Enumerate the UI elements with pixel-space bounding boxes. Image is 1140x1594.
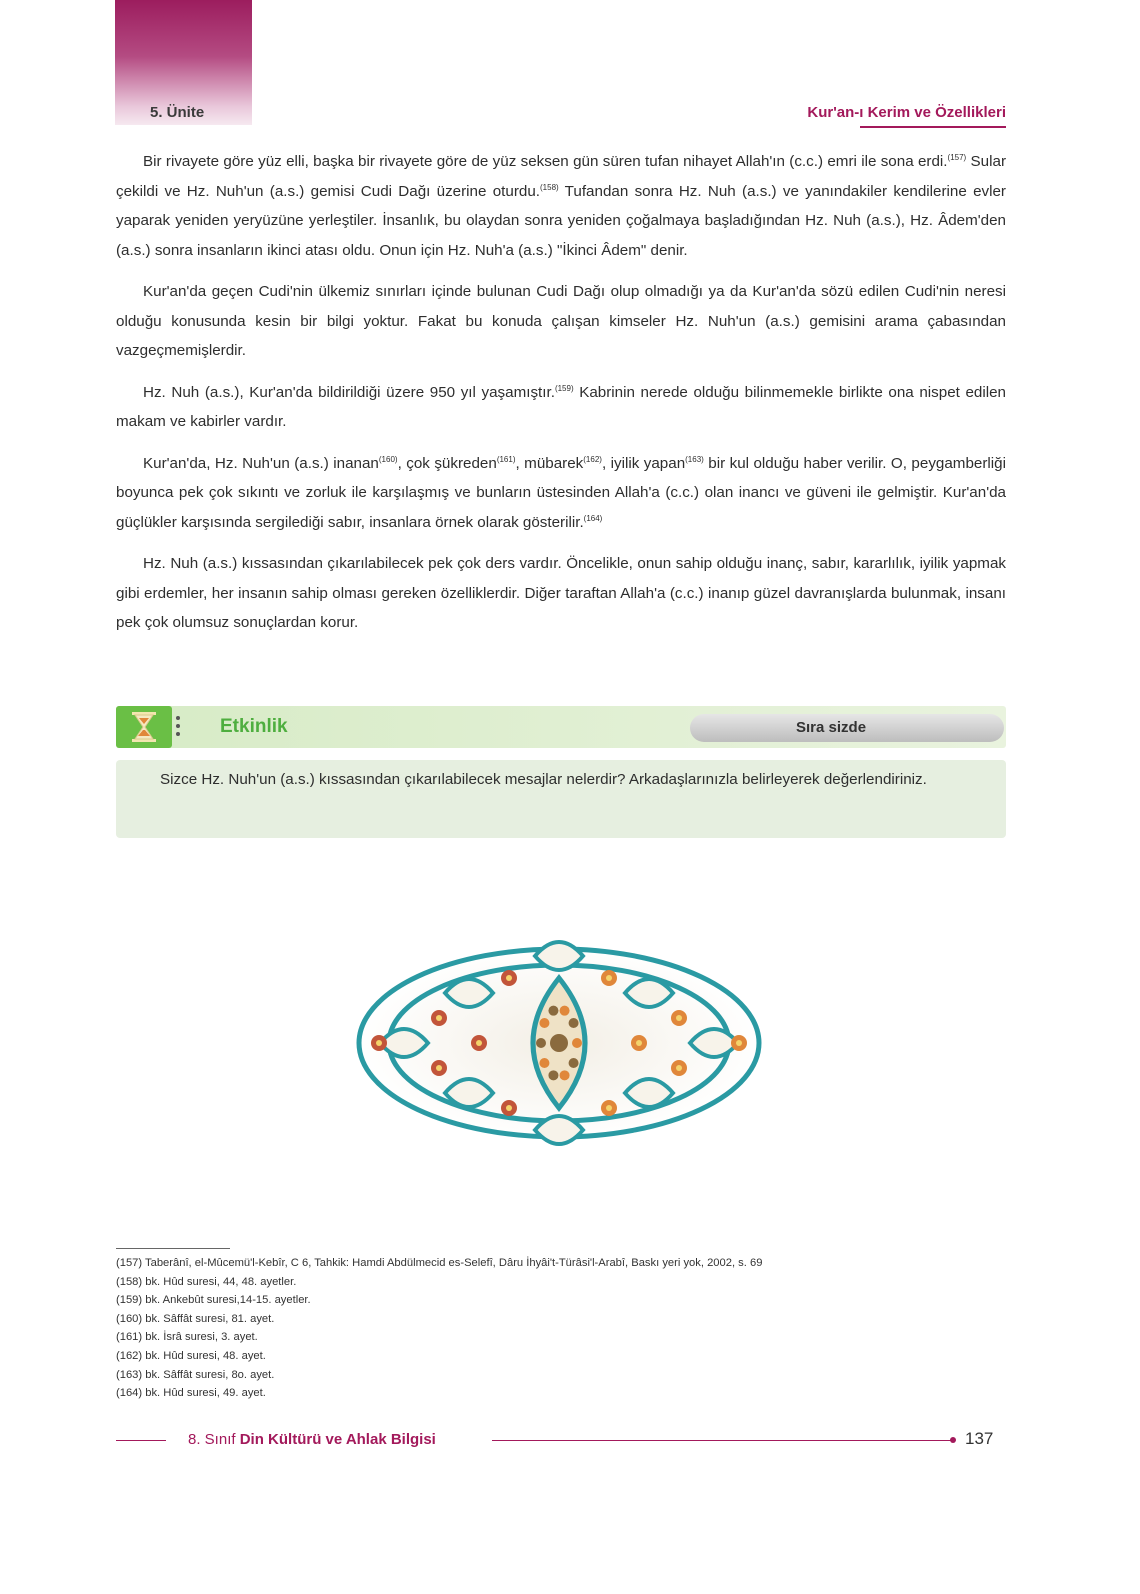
center-motif bbox=[548, 1070, 558, 1080]
paragraph bbox=[116, 147, 1006, 265]
ornament-illustration bbox=[349, 938, 769, 1148]
center-medallion bbox=[550, 1034, 568, 1052]
center-motif bbox=[548, 1006, 558, 1016]
ornament-flower-center bbox=[676, 1015, 682, 1021]
paragraph bbox=[116, 378, 1006, 437]
footnote-item: (162) bk. Hûd suresi, 48. ayet. bbox=[116, 1349, 266, 1362]
center-motif bbox=[539, 1058, 549, 1068]
footnote-ref[interactable]: (158) bbox=[540, 182, 559, 192]
activity-title: Etkinlik bbox=[220, 716, 288, 737]
paragraph-text: Hz. Nuh (a.s.), Kur'an'da bildirildiği üzere 950 yıl yaşamıştır. bbox=[143, 383, 555, 401]
ornament-flower-center bbox=[606, 975, 612, 981]
center-motif bbox=[536, 1038, 546, 1048]
paragraph-text: Kur'an'da geçen Cudi'nin ülkemiz sınırları içinde bulunan Cudi Dağı olup olmadığı ya da Kur'an'da sözü edilen Cudi'nin neresi olduğu konusunda kesin bir bilgi yoktur. Fakat bu konuda çalışan kimseler Hz. Nuh'un (a.s.) gemisini arama çabasından vazgeçmemişlerdir. bbox=[116, 283, 1006, 359]
dots-icon bbox=[174, 714, 182, 740]
footer-subject: Din Kültürü ve Ahlak Bilgisi bbox=[239, 1431, 436, 1448]
footnotes-list bbox=[116, 1254, 1006, 1403]
chapter-title: Kur'an-ı Kerim ve Özellikleri bbox=[807, 104, 1006, 121]
footnote-rule bbox=[116, 1248, 230, 1249]
ornament-flower-center bbox=[436, 1015, 442, 1021]
footer-dot bbox=[950, 1437, 956, 1443]
paragraph-text: , mübarek bbox=[515, 454, 584, 472]
footnote-item: (158) bk. Hûd suresi, 44, 48. ayetler. bbox=[116, 1275, 297, 1288]
paragraph-text: Kabrinin nerede olduğu bilinmemekle birlikte ona nispet edilen makam ve kabirler vardır. bbox=[116, 383, 1007, 430]
activity-box bbox=[116, 760, 1006, 838]
paragraph-text: bir kul olduğu haber verilir. O, peygamberliği boyunca pek çok sıkıntı ve zorluk ile karşılaşmış ve bunların üstesinden Allah'a (c.c.) olan inancı ve güveni ile gelmiştir. Kur'an'da güçlükler karşısında sergilediği sabır, insanlara örnek olarak gösterilir. bbox=[116, 454, 1006, 531]
footnote-ref[interactable]: (161) bbox=[496, 454, 516, 464]
center-motif bbox=[560, 1006, 570, 1016]
center-motif bbox=[539, 1018, 549, 1028]
activity-text: Sizce Hz. Nuh'un (a.s.) kıssasından çıkarılabilecek mesajlar nelerdir? Arkadaşlarınızla belirleyerek değerlendiriniz. bbox=[160, 771, 927, 788]
paragraph-text: Hz. Nuh (a.s.) kıssasından çıkarılabilecek pek çok ders vardır. Öncelikle, onun sahip olduğu inanç, sabır, kararlılık, iyilik yapmak gibi erdemler, her insanın sahip olması gereken özelliklerdir. Diğer taraftan Allah'a (c.c.) inanıp güzel davranışlarda bulunmak, insanı pek çok olumsuz sonuçlardan korur. bbox=[116, 555, 1006, 631]
center-motif bbox=[560, 1070, 570, 1080]
footnote-ref[interactable]: (157) bbox=[947, 153, 967, 162]
footnote-ref[interactable]: (163) bbox=[685, 454, 704, 464]
ornament-flower-center bbox=[436, 1065, 442, 1071]
paragraph bbox=[116, 449, 1006, 538]
paragraph-text: Tufandan sonra Hz. Nuh (a.s.) ve yanındakiler kendilerine evler yaparak yeniden yeryüzüne yerleştiler. İnsanlık, bu olaydan sonra yeniden çoğalmaya başladığından Hz. Nuh (a.s.), Hz. Âdem'den (a.s.) sonra insanların ikinci atası oldu. Onun için Hz. Nuh'a (a.s.) "İkinci Âdem" denir. bbox=[116, 182, 1006, 259]
center-motif bbox=[572, 1038, 582, 1048]
footnote-ref[interactable]: (160) bbox=[378, 454, 398, 464]
body-text bbox=[116, 147, 1006, 650]
paragraph bbox=[116, 549, 1006, 638]
ornament-flower-center bbox=[506, 1105, 512, 1111]
center-motif bbox=[569, 1058, 579, 1068]
ornament-flower-center bbox=[476, 1040, 482, 1046]
footnote-item: (157) Taberânî, el-Mûcemü'l-Kebîr, C 6, Tahkik: Hamdi Abdülmecid es-Selefî, Dâru İhyâi't-Türâsi'l-Arabî, Baskı yeri yok, 2002, s. 69 bbox=[116, 1257, 763, 1269]
footnote-ref[interactable]: (162) bbox=[583, 454, 602, 464]
page-number: 137 bbox=[965, 1429, 994, 1448]
footnote-item: (164) bk. Hûd suresi, 49. ayet. bbox=[116, 1387, 266, 1400]
ornament-flower-center bbox=[376, 1040, 382, 1046]
footnote-ref[interactable]: (164) bbox=[583, 513, 603, 523]
center-motif bbox=[569, 1018, 579, 1028]
footnote-item: (161) bk. İsrâ suresi, 3. ayet. bbox=[116, 1331, 258, 1344]
paragraph-text: , iyilik yapan bbox=[601, 454, 686, 472]
paragraph bbox=[116, 277, 1006, 366]
paragraph-text: Kur'an'da, Hz. Nuh'un (a.s.) inanan bbox=[143, 454, 379, 472]
unit-label: 5. Ünite bbox=[150, 104, 205, 121]
footnote-item: (160) bk. Sâffât suresi, 81. ayet. bbox=[116, 1312, 275, 1325]
ornament-flower-center bbox=[736, 1040, 742, 1046]
paragraph-text: , çok şükreden bbox=[397, 454, 497, 472]
header-rule bbox=[860, 126, 1006, 128]
paragraph-text: Sular çekildi ve Hz. Nuh'un (a.s.) gemisi Cudi Dağı üzerine oturdu. bbox=[116, 153, 1006, 200]
footer-line-right bbox=[492, 1440, 952, 1441]
ornament-flower-center bbox=[506, 975, 512, 981]
hourglass-icon bbox=[116, 706, 172, 748]
ornament-flower-center bbox=[636, 1040, 642, 1046]
activity-tag-label: Sıra sizde bbox=[796, 719, 867, 736]
ornament-flower-center bbox=[676, 1065, 682, 1071]
footer-grade: 8. Sınıf bbox=[188, 1431, 236, 1448]
paragraph-text: Bir rivayete göre yüz elli, başka bir rivayete göre de yüz seksen gün süren tufan nihayet Allah'ın (c.c.) emri ile sona erdi. bbox=[143, 153, 948, 170]
footnote-ref[interactable]: (159) bbox=[554, 383, 574, 393]
ornament-flower-center bbox=[606, 1105, 612, 1111]
footnote-item: (163) bk. Sâffât suresi, 8o. ayet. bbox=[116, 1368, 275, 1381]
footer-line-left bbox=[116, 1440, 166, 1441]
footer-book-title bbox=[188, 1431, 436, 1448]
footnote-item: (159) bk. Ankebût suresi,14-15. ayetler. bbox=[116, 1294, 311, 1307]
